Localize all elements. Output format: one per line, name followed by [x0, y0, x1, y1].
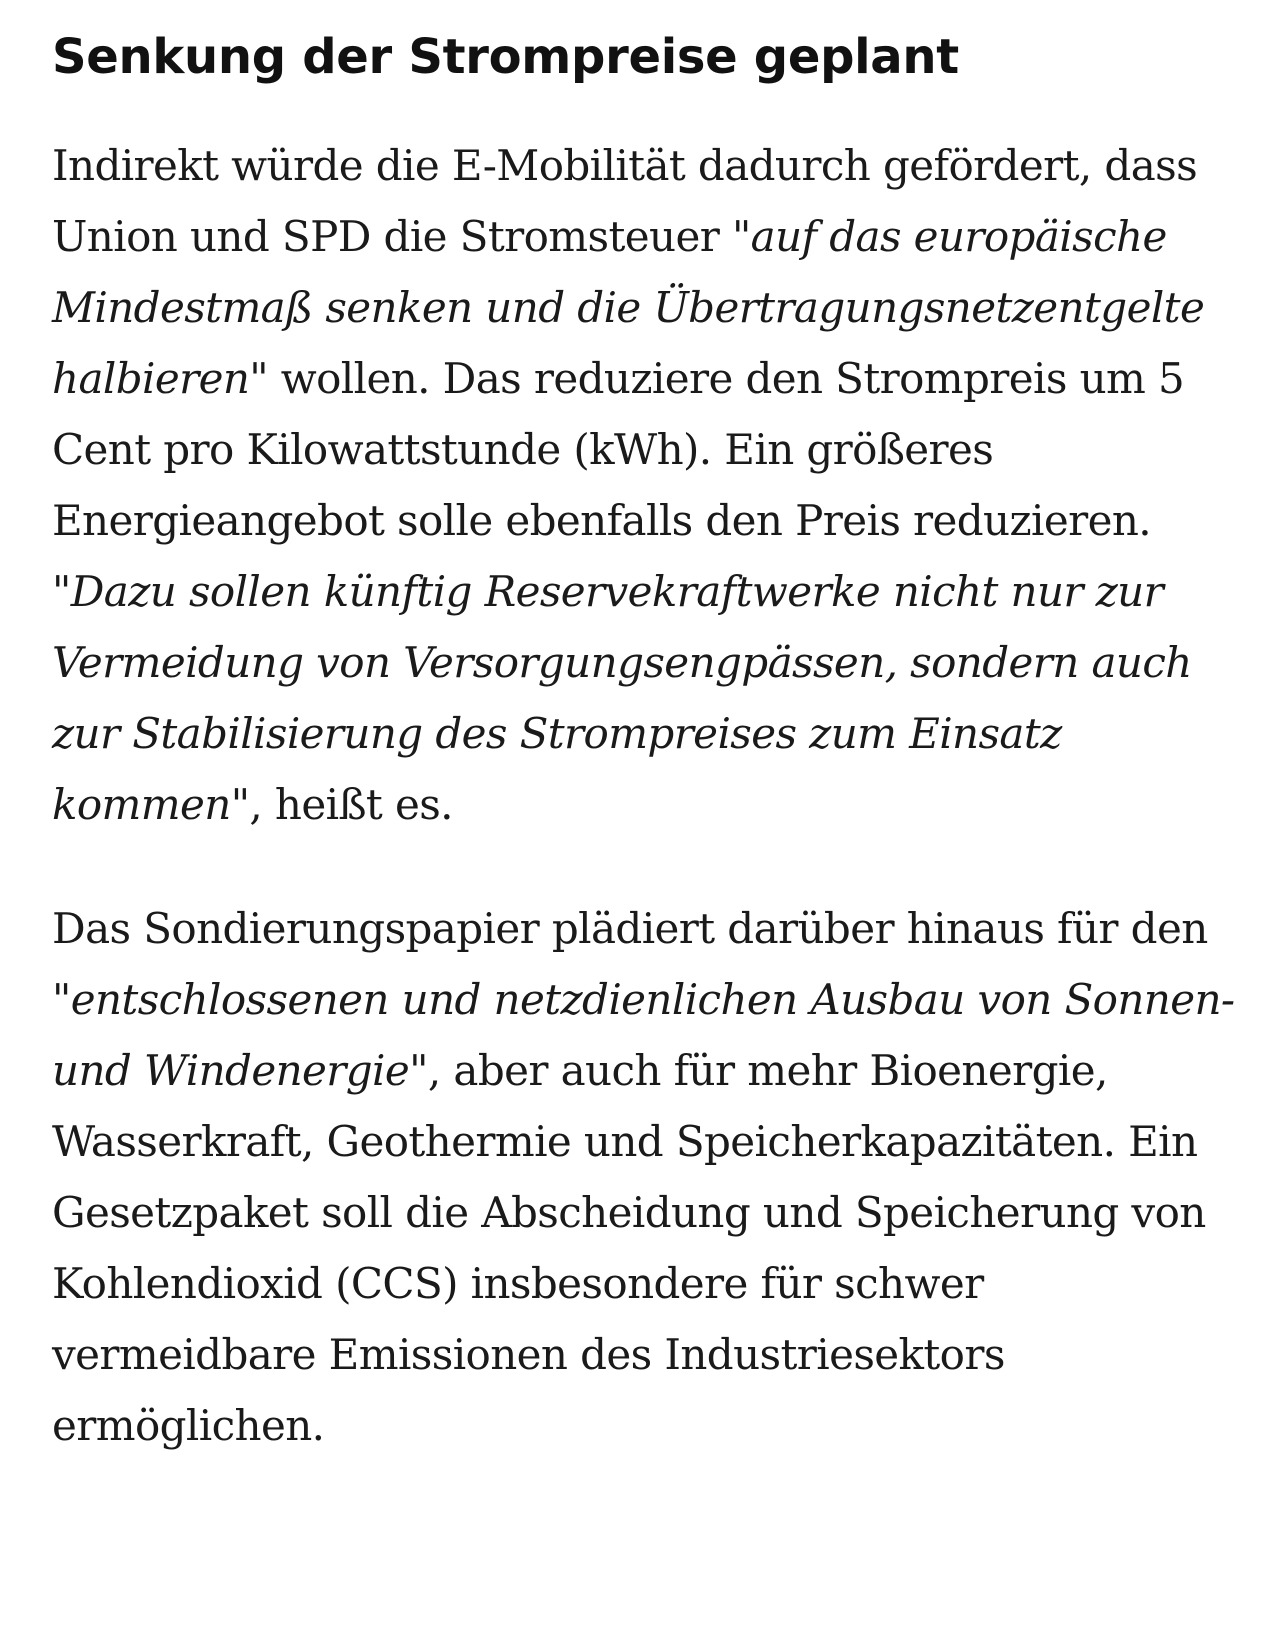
- quote-reservekraftwerke: "Dazu sollen künftig Reservekraftwerke nicht nur zur Vermeidung von Versorgungsengpässen, sondern auch zur Stabilisierung des Strompreises zum Einsatz kommen": [52, 567, 1192, 829]
- section-heading: Senkung der Strompreise geplant: [52, 29, 959, 85]
- paragraph-strompreis: [52, 130, 1242, 840]
- paragraph-sondierungspapier: [52, 893, 1242, 1461]
- paragraph-text: Indirekt würde die E-Mobilität dadurch gefördert, dass Union und SPD die Stromsteuer: [52, 141, 1198, 261]
- quote-stromsteuer: "auf das europäische Mindestmaß senken und die Übertragungsnetzentgelte halbieren": [52, 212, 1205, 403]
- paragraph-text: , heißt es.: [249, 780, 453, 829]
- paragraph-text: Das Sondierungspapier plädiert darüber hinaus für den: [52, 904, 1208, 953]
- quote-ausbau: "entschlossenen und netzdienlichen Ausbau von Sonnen- und Windenergie": [52, 975, 1235, 1095]
- article-section: [52, 0, 1242, 1461]
- paragraph-text: , aber auch für mehr Bioenergie, Wasserkraft, Geothermie und Speicherkapazitäten. Ein Gesetzpaket soll die Abscheidung und Speicherung von Kohlendioxid (CCS) insbesondere für schwer vermeidbare Emissionen des Industriesektors ermöglichen.: [52, 1046, 1206, 1450]
- paragraph-text: wollen. Das reduziere den Strompreis um 5 Cent pro Kilowattstunde (kWh). Ein größeres Energieangebot solle ebenfalls den Preis reduzieren.: [52, 354, 1185, 545]
